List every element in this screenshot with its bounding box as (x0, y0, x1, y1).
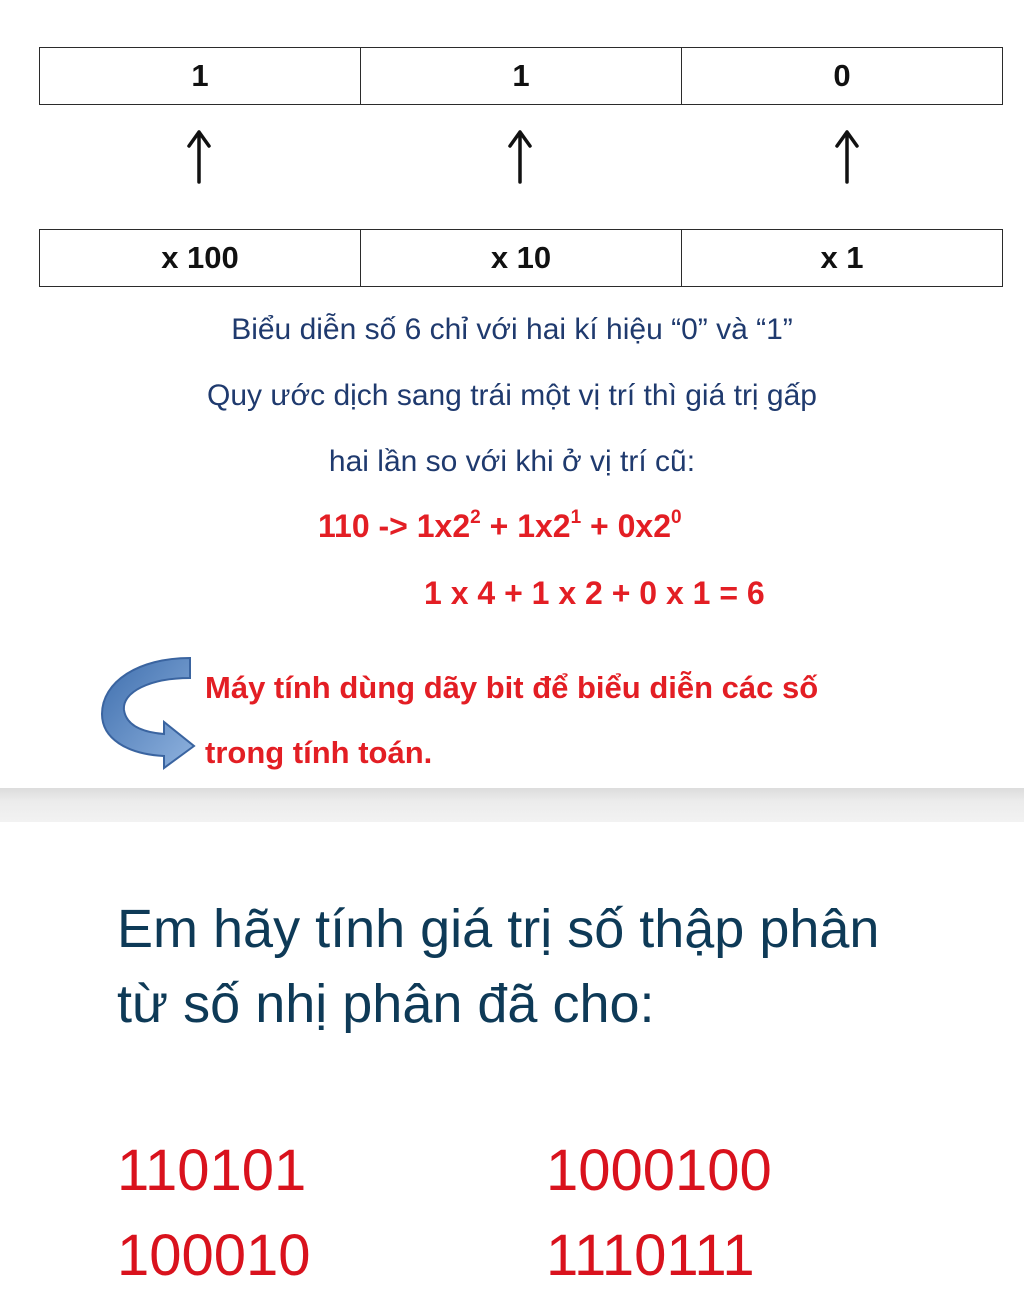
digits-row (40, 48, 1003, 105)
explanation-line-3: hai lần so với khi ở vị trí cũ: (328, 445, 696, 478)
formula-plus: + (480, 508, 518, 544)
weights-row (40, 230, 1003, 287)
digit-cell: 1 (361, 48, 682, 105)
up-arrow-icon (827, 128, 867, 186)
evaluation-formula: 1 x 4 + 1 x 2 + 0 x 1 = 6 (424, 575, 765, 611)
exercise-number: 1000100 (546, 1138, 772, 1203)
formula-term: 1x2 (416, 508, 471, 544)
digit-cell: 0 (682, 48, 1003, 105)
formula-plus: + (581, 508, 618, 544)
exercise-number: 100010 (117, 1223, 311, 1288)
formula-exponent: 2 (470, 507, 481, 528)
formula-term: 1x2 (517, 508, 571, 544)
exercise-number: 1110111 (546, 1223, 755, 1288)
digit-cell: 1 (40, 48, 361, 105)
formula-exponent: 1 (570, 507, 582, 528)
curved-arrow-icon (98, 654, 198, 770)
question-line-2: từ số nhị phân đã cho: (117, 974, 655, 1034)
weights-table (39, 229, 1003, 287)
section-divider (0, 788, 1024, 822)
explanation-line-1: Biểu diễn số 6 chỉ với hai kí hiệu “0” và “1” (231, 313, 793, 346)
weight-cell: x 1 (682, 230, 1003, 287)
explanation-line-2: Quy ước dịch sang trái một vị trí thì giá trị gấp (207, 379, 817, 412)
question-line-1: Em hãy tính giá trị số thập phân (117, 899, 880, 959)
expansion-formula (318, 508, 682, 545)
exercise-number: 110101 (117, 1138, 307, 1203)
weight-cell: x 100 (40, 230, 361, 287)
up-arrow-icon (179, 128, 219, 186)
up-arrow-icon (500, 128, 540, 186)
formula-term: 0x2 (617, 508, 672, 544)
note-line-2: trong tính toán. (205, 735, 433, 770)
note-line-1: Máy tính dùng dãy bit để biểu diễn các số (205, 670, 819, 705)
digits-table (39, 47, 1003, 105)
weight-cell: x 10 (361, 230, 682, 287)
formula-exponent: 0 (671, 507, 682, 528)
formula-prefix: 110 -> (318, 508, 417, 544)
